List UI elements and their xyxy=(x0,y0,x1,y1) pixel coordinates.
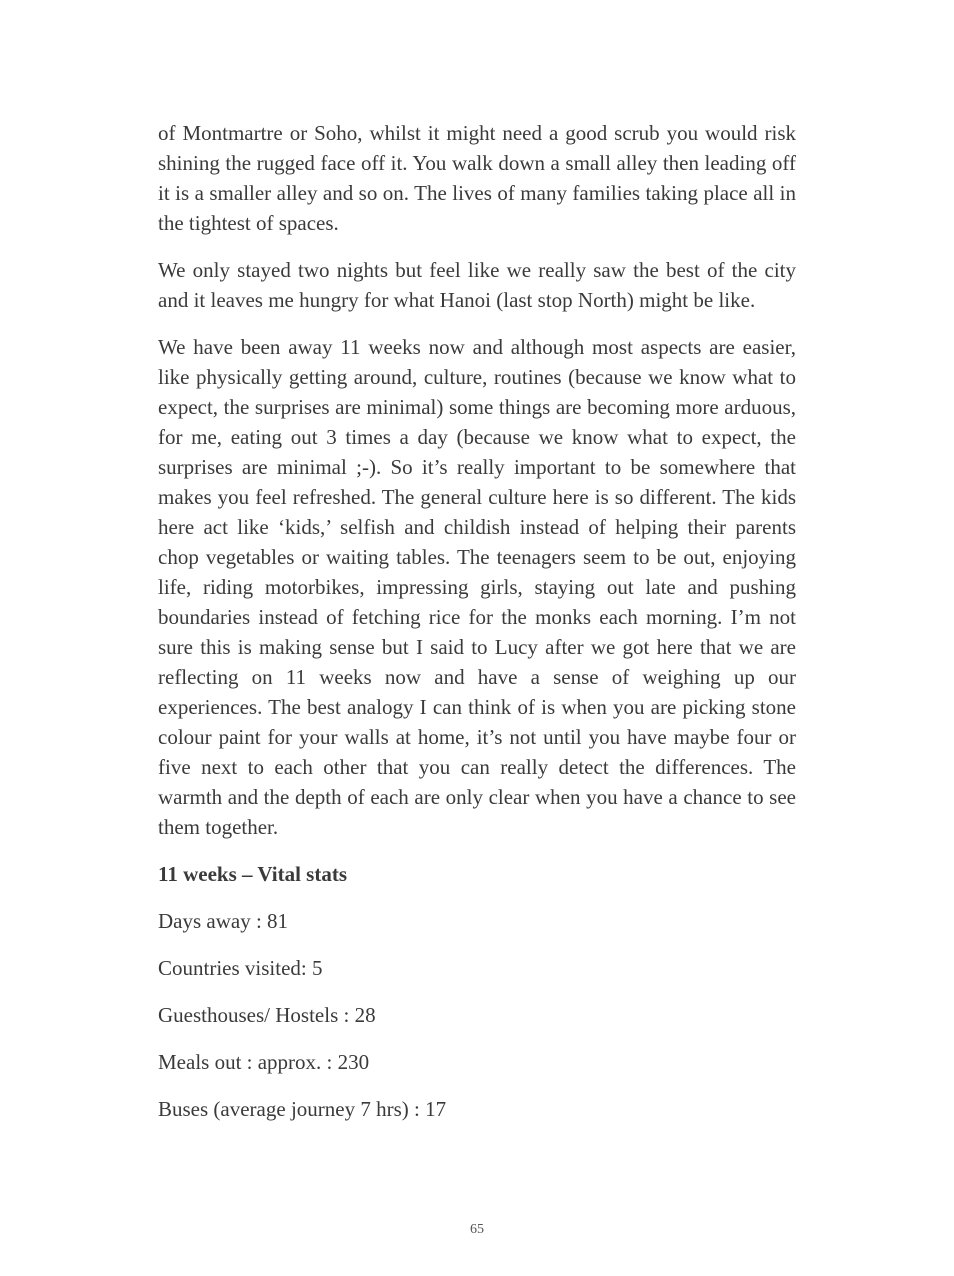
page-number: 65 xyxy=(470,1222,484,1237)
stats-heading: 11 weeks – Vital stats xyxy=(158,862,347,886)
paragraph-2: We only stayed two nights but feel like we really saw the best of the city and it leaves me hungry for what Hanoi (last stop North) might be like. xyxy=(158,258,796,312)
paragraph-1: of Montmartre or Soho, whilst it might need a good scrub you would risk shining the rugged face off it. You walk down a small alley then leading off it is a smaller alley and so on. The lives of many families taking place all in the tightest of spaces. xyxy=(158,121,796,235)
stat-meals-out: Meals out : approx. : 230 xyxy=(158,1050,370,1074)
page-body xyxy=(158,118,796,1141)
paragraph-3: We have been away 11 weeks now and although most aspects are easier, like physically getting around, culture, routines (because we know what to expect, the surprises are minimal) some things are becoming more arduous, for me, eating out 3 times a day (because we know what to expect, the surprises are minimal ;-). So it’s really important to be somewhere that makes you feel refreshed. The general culture here is so different. The kids here act like ‘kids,’ selfish and childish instead of helping their parents chop vegetables or waiting tables. The teenagers seem to be out, enjoying life, riding motorbikes, impressing girls, staying out late and pushing boundaries instead of fetching rice for the monks each morning. I’m not sure this is making sense but I said to Lucy after we got here that we are reflecting on 11 weeks now and have a sense of weighing up our experiences. The best analogy I can think of is when you are picking stone colour paint for your walls at home, it’s not until you have maybe four or five next to each other that you can really detect the differences. The warmth and the depth of each are only clear when you have a chance to see them together. xyxy=(158,335,796,839)
stat-countries-visited: Countries visited: 5 xyxy=(158,956,323,980)
stat-buses: Buses (average journey 7 hrs) : 17 xyxy=(158,1097,447,1121)
stat-days-away: Days away : 81 xyxy=(158,909,289,933)
stat-guesthouses: Guesthouses/ Hostels : 28 xyxy=(158,1003,376,1027)
